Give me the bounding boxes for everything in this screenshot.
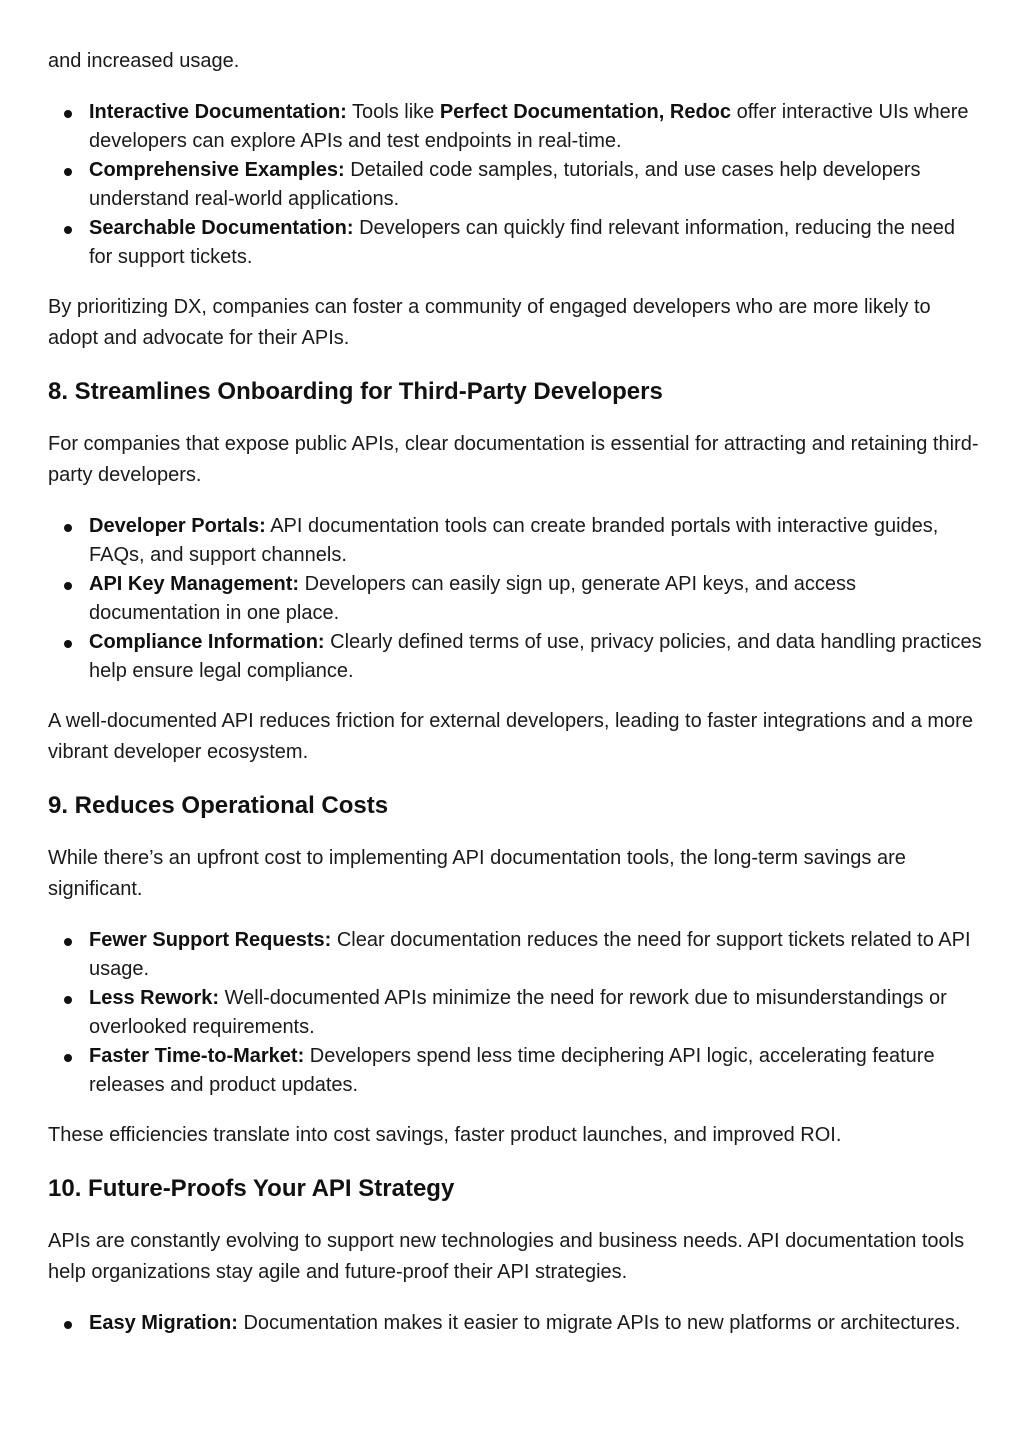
section-list [48,1309,983,1338]
list-item-text: Tools like [346,101,440,123]
intro-tail-text: and increased usage. [48,50,240,72]
list-item [48,570,983,628]
list-item-text: Clearly defined terms of use, privacy policies, and data handling practices help ensure legal compliance. [89,631,982,682]
list-item-term: API Key Management: [89,573,300,595]
section-intro: For companies that expose public APIs, clear documentation is essential for attracting and retaining third-party developers. [48,433,979,486]
list-item [48,984,983,1042]
section-closing: A well-documented API reduces friction for external developers, leading to faster integrations and a more vibrant developer ecosystem. [48,710,973,763]
list-item [48,512,983,570]
section-closing: These efficiencies translate into cost savings, faster product launches, and improved ROI. [48,1124,842,1146]
list-item-text: Documentation makes it easier to migrate APIs to new platforms or architectures. [237,1312,961,1334]
dx-closing-paragraph: By prioritizing DX, companies can foster a community of engaged developers who are more likely to adopt and advocate for their APIs. [48,296,931,349]
list-item [48,628,983,686]
section-list [48,926,983,1100]
list-item-term: Faster Time-to-Market: [89,1045,305,1067]
section-list [48,512,983,686]
list-item-term: Easy Migration: [89,1312,238,1334]
list-item-text: Detailed code samples, tutorials, and use cases help developers understand real-world applications. [89,159,921,210]
section-intro: APIs are constantly evolving to support new technologies and business needs. API documentation tools help organizations stay agile and future-proof their API strategies. [48,1230,965,1283]
list-item [48,214,983,272]
list-item-text: Developers spend less time deciphering API logic, accelerating feature releases and product updates. [89,1045,935,1096]
tool-names: Perfect Documentation, Redoc [439,101,732,123]
section-heading: 9. Reduces Operational Costs [48,792,389,819]
list-item [48,1309,983,1338]
list-item-term: Interactive Documentation: [89,101,347,123]
list-item [48,156,983,214]
list-item-term: Developer Portals: [89,515,266,537]
article-body [48,46,983,1338]
list-item-term: Searchable Documentation: [89,217,354,239]
list-item-text: offer interactive UIs where developers can explore APIs and test endpoints in real-time. [89,101,969,152]
list-item-term: Fewer Support Requests: [89,929,332,951]
list-item-text: Developers can quickly find relevant information, reducing the need for support tickets. [89,217,955,268]
list-item [48,98,983,156]
section-heading: 8. Streamlines Onboarding for Third-Party Developers [48,378,663,405]
list-item [48,1042,983,1100]
section-intro: While there’s an upfront cost to implementing API documentation tools, the long-term savings are significant. [48,847,906,900]
list-item-text: Well-documented APIs minimize the need for rework due to misunderstandings or overlooked requirements. [89,987,947,1038]
section-heading: 10. Future-Proofs Your API Strategy [48,1175,455,1202]
list-item-term: Compliance Information: [89,631,325,653]
dx-benefits-list [48,98,983,272]
list-item-term: Comprehensive Examples: [89,159,345,181]
list-item [48,926,983,984]
list-item-text: Clear documentation reduces the need for support tickets related to API usage. [89,929,971,980]
list-item-text: API documentation tools can create branded portals with interactive guides, FAQs, and support channels. [89,515,939,566]
list-item-text: Developers can easily sign up, generate API keys, and access documentation in one place. [89,573,857,624]
list-item-term: Less Rework: [89,987,220,1009]
